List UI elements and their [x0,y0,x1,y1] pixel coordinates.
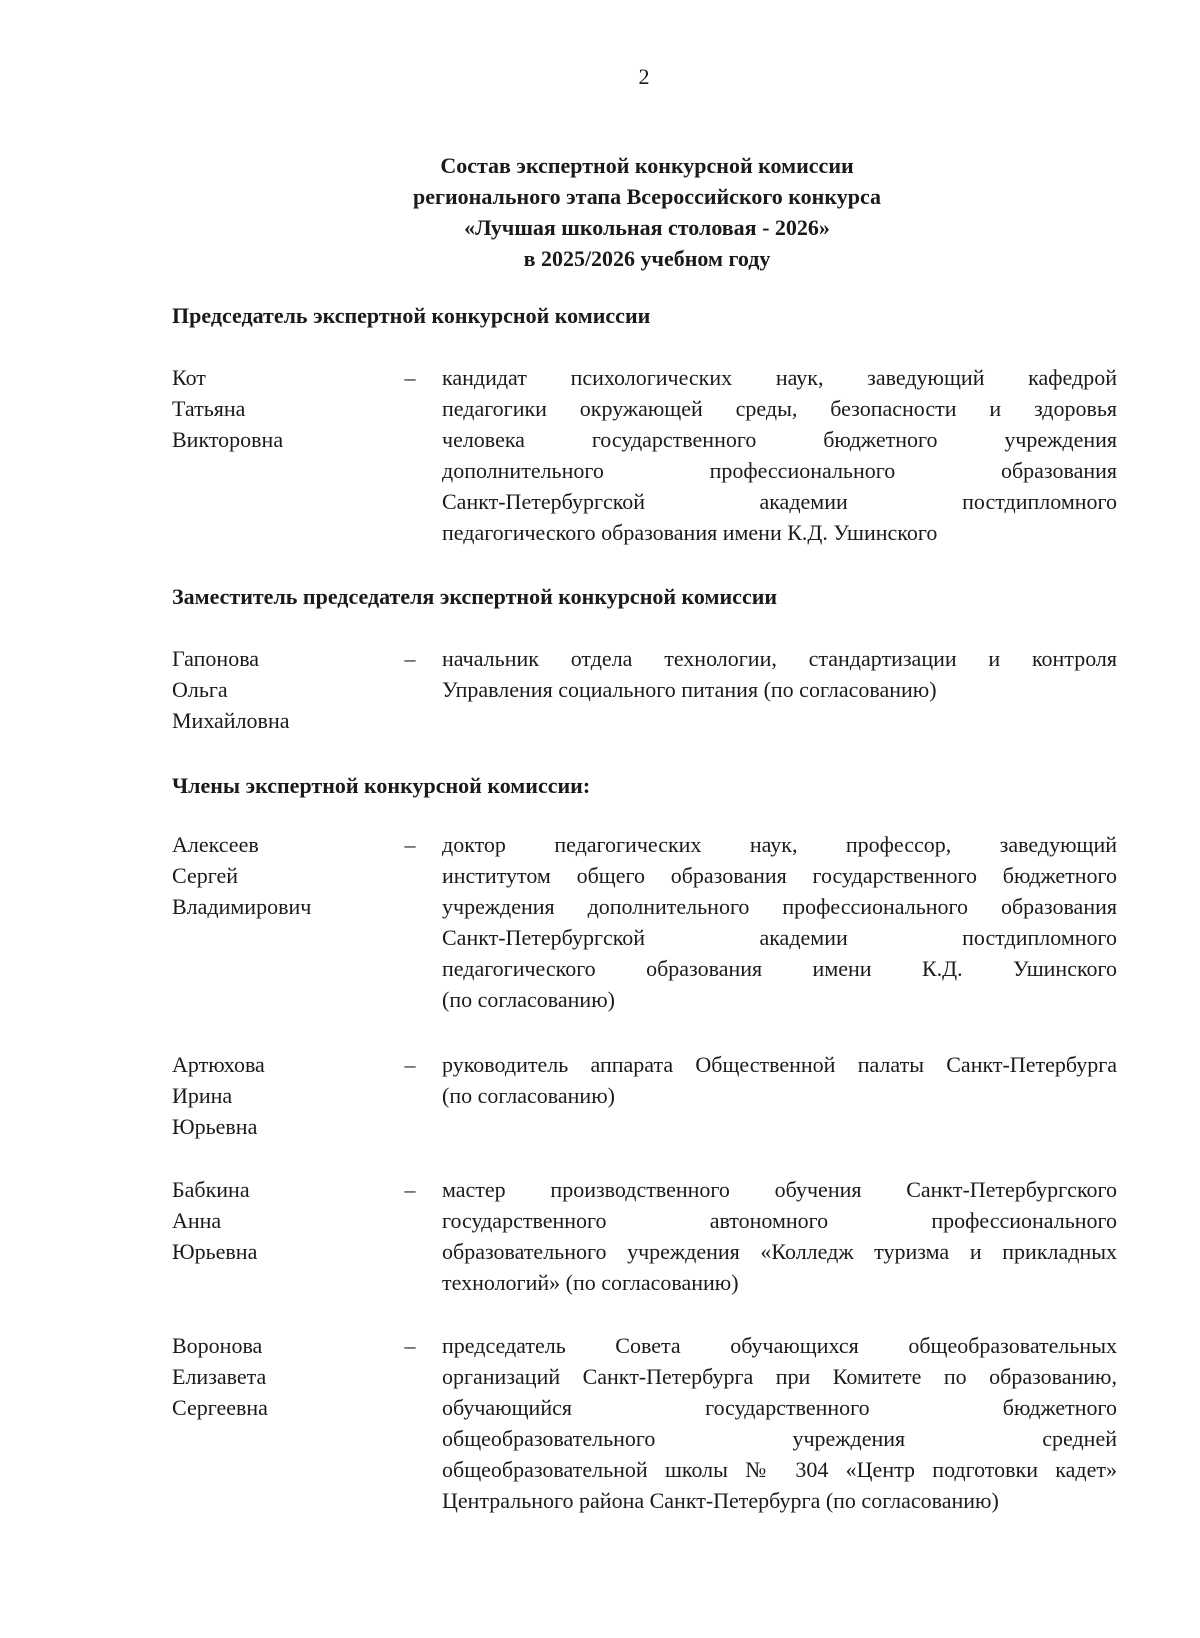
first-name: Ольга [172,677,228,702]
person-name [172,829,392,922]
first-name: Сергей [172,863,238,888]
surname: Кот [172,365,206,390]
dash: – [404,832,416,857]
person-description [442,1330,1117,1516]
description-line: педагогики окружающей среды, безопасности и здоровья [442,396,1117,421]
patronymic: Михайловна [172,708,290,733]
title-line: в 2025/2026 учебном году [523,246,771,271]
surname: Алексеев [172,832,259,857]
first-name: Ирина [172,1083,233,1108]
description-line: Центрального района Санкт-Петербурга (по согласованию) [442,1488,999,1513]
description-line: Санкт-Петербургской академии постдипломного [442,489,1117,514]
person-name [172,1330,392,1423]
dash: – [404,1333,416,1358]
document-title [172,150,1122,274]
description-line: человека государственного бюджетного учреждения [442,427,1117,452]
description-line: учреждения дополнительного профессионального образования [442,894,1117,919]
chairman-heading: Председатель экспертной конкурсной комиссии [172,303,651,328]
patronymic: Юрьевна [172,1239,258,1264]
title-line: регионального этапа Всероссийского конкурса [413,184,881,209]
patronymic: Владимирович [172,894,312,919]
description-line: (по согласованию) [442,987,615,1012]
person-name [172,362,392,455]
description-line: общеобразовательной школы № 304 «Центр подготовки кадет» [442,1457,1117,1482]
title-line: Состав экспертной конкурсной комиссии [440,153,854,178]
description-line: дополнительного профессионального образования [442,458,1117,483]
description-line: организаций Санкт-Петербурга при Комитете по образованию, [442,1364,1117,1389]
dash: – [404,1177,416,1202]
patronymic: Викторовна [172,427,284,452]
description-line: мастер производственного обучения Санкт-Петербургского [442,1177,1117,1202]
first-name: Анна [172,1208,222,1233]
description-line: образовательного учреждения «Колледж туризма и прикладных [442,1239,1117,1264]
dash: – [404,1052,416,1077]
description-line: общеобразовательного учреждения средней [442,1426,1117,1451]
members-heading: Члены экспертной конкурсной комиссии: [172,773,591,798]
description-line: педагогического образования имени К.Д. Ушинского [442,520,938,545]
person-name [172,1174,392,1267]
description-line: педагогического образования имени К.Д. Ушинского [442,956,1117,981]
patronymic: Сергеевна [172,1395,268,1420]
person-description [442,829,1117,1015]
description-line: доктор педагогических наук, профессор, заведующий [442,832,1117,857]
dash: – [404,365,416,390]
description-line: начальник отдела технологии, стандартизации и контроля [442,646,1117,671]
description-line: Управления социального питания (по согласованию) [442,677,937,702]
person-description [442,643,1117,705]
patronymic: Юрьевна [172,1114,258,1139]
surname: Бабкина [172,1177,250,1202]
person-description [442,1049,1117,1111]
description-line: государственного автономного профессионального [442,1208,1117,1233]
description-line: кандидат психологических наук, заведующий кафедрой [442,365,1117,390]
surname: Гапонова [172,646,260,671]
description-line: обучающийся государственного бюджетного [442,1395,1117,1420]
description-line: институтом общего образования государственного бюджетного [442,863,1117,888]
person-description [442,362,1117,548]
first-name: Елизавета [172,1364,267,1389]
surname: Артюхова [172,1052,265,1077]
description-line: руководитель аппарата Общественной палаты Санкт-Петербурга [442,1052,1117,1077]
surname: Воронова [172,1333,263,1358]
title-line: «Лучшая школьная столовая - 2026» [464,215,830,240]
person-name [172,643,392,736]
description-line: Санкт-Петербургской академии постдипломного [442,925,1117,950]
person-name [172,1049,392,1142]
person-description [442,1174,1117,1298]
deputy-heading: Заместитель председателя экспертной конкурсной комиссии [172,584,778,609]
dash: – [404,646,416,671]
description-line: председатель Совета обучающихся общеобразовательных [442,1333,1117,1358]
description-line: (по согласованию) [442,1083,615,1108]
first-name: Татьяна [172,396,246,421]
page-number: 2 [638,64,650,89]
description-line: технологий» (по согласованию) [442,1270,739,1295]
